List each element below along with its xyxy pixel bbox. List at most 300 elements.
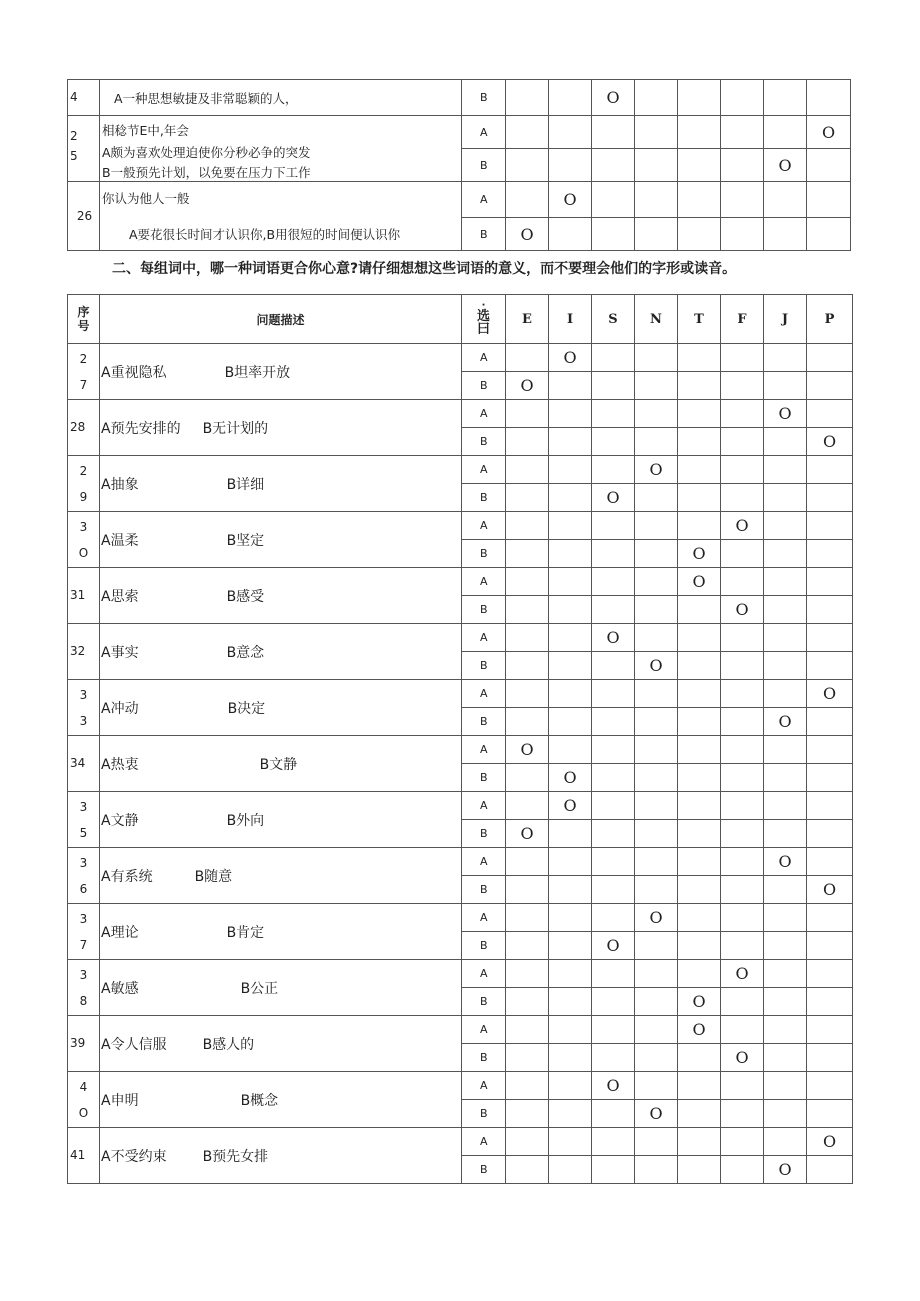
answer-cell-s[interactable] [592,428,635,456]
answer-cell[interactable] [549,218,592,251]
answer-cell[interactable] [506,218,549,251]
answer-cell[interactable] [764,182,807,218]
answer-cell[interactable] [764,149,807,182]
answer-cell-p[interactable] [807,372,853,400]
answer-cell-j[interactable] [764,1100,807,1128]
option-label: A [462,624,506,652]
answer-cell[interactable] [506,149,549,182]
answer-cell-t[interactable] [678,904,721,932]
answer-cell[interactable] [678,182,721,218]
answer-cell-e[interactable] [506,708,549,736]
answer-cell[interactable] [592,218,635,251]
answer-cell-f[interactable] [721,1072,764,1100]
answer-cell-n[interactable] [635,1072,678,1100]
answer-cell-t[interactable] [678,484,721,512]
answer-cell-f[interactable] [721,708,764,736]
answer-cell-t[interactable] [678,428,721,456]
answer-cell-e[interactable] [506,736,549,764]
answer-cell-f[interactable] [721,400,764,428]
answer-cell-n[interactable] [635,1128,678,1156]
answer-cell-s[interactable] [592,372,635,400]
answer-cell-n[interactable] [635,960,678,988]
answer-cell-i[interactable] [549,540,592,568]
answer-cell-n[interactable] [635,596,678,624]
answer-cell-p[interactable] [807,400,853,428]
answer-cell-i[interactable] [549,652,592,680]
answer-cell-e[interactable] [506,652,549,680]
answer-cell-n[interactable] [635,568,678,596]
answer-cell[interactable] [807,182,851,218]
answer-cell[interactable] [592,182,635,218]
answer-cell-j[interactable] [764,484,807,512]
answer-cell-s[interactable] [592,708,635,736]
answer-cell-f[interactable] [721,1016,764,1044]
answer-cell-n[interactable] [635,512,678,540]
answer-cell-f[interactable] [721,988,764,1016]
answer-cell-p[interactable] [807,680,853,708]
answer-cell-e[interactable] [506,680,549,708]
answer-cell-s[interactable] [592,876,635,904]
answer-cell-t[interactable] [678,652,721,680]
answer-cell[interactable] [721,149,764,182]
answer-cell-e[interactable] [506,568,549,596]
answer-cell-n[interactable] [635,904,678,932]
answer-cell-t[interactable] [678,1156,721,1184]
answer-cell-n[interactable] [635,540,678,568]
answer-cell-e[interactable] [506,988,549,1016]
answer-cell[interactable] [678,149,721,182]
answer-cell-f[interactable] [721,932,764,960]
answer-cell-s[interactable] [592,344,635,372]
answer-cell[interactable] [549,149,592,182]
answer-cell-p[interactable] [807,1044,853,1072]
answer-cell[interactable] [764,116,807,149]
answer-cell-n[interactable] [635,792,678,820]
answer-cell[interactable] [678,218,721,251]
answer-cell[interactable] [678,116,721,149]
answer-cell-n[interactable] [635,736,678,764]
answer-cell-s[interactable] [592,1044,635,1072]
answer-cell-e[interactable] [506,904,549,932]
answer-cell-e[interactable] [506,1156,549,1184]
question-number: 26 [68,182,100,251]
answer-cell-s[interactable] [592,624,635,652]
answer-cell-f[interactable] [721,456,764,484]
answer-cell-p[interactable] [807,540,853,568]
answer-cell-j[interactable] [764,428,807,456]
answer-cell[interactable] [807,218,851,251]
answer-cell[interactable] [506,80,549,116]
answer-cell-e[interactable] [506,484,549,512]
answer-cell-f[interactable] [721,1156,764,1184]
answer-cell-p[interactable] [807,1100,853,1128]
answer-cell[interactable] [635,182,678,218]
answer-cell-f[interactable] [721,736,764,764]
answer-cell-n[interactable] [635,400,678,428]
answer-cell[interactable] [635,80,678,116]
answer-cell-e[interactable] [506,512,549,540]
answer-cell-e[interactable] [506,428,549,456]
answer-cell-i[interactable] [549,764,592,792]
answer-cell-p[interactable] [807,1156,853,1184]
answer-cell-p[interactable] [807,344,853,372]
answer-cell-i[interactable] [549,1016,592,1044]
answer-mark: O [649,1104,663,1123]
answer-cell[interactable] [721,218,764,251]
answer-cell-j[interactable] [764,344,807,372]
answer-cell-t[interactable] [678,1072,721,1100]
question-description [100,1072,462,1128]
answer-cell-i[interactable] [549,1072,592,1100]
answer-cell[interactable] [592,149,635,182]
answer-cell-j[interactable] [764,848,807,876]
answer-cell[interactable] [549,116,592,149]
option-a-word: A思索 [101,588,139,605]
answer-cell-t[interactable] [678,960,721,988]
answer-cell-i[interactable] [549,484,592,512]
answer-cell-n[interactable] [635,1100,678,1128]
answer-cell-p[interactable] [807,848,853,876]
answer-cell[interactable] [721,116,764,149]
answer-cell-n[interactable] [635,876,678,904]
answer-cell-t[interactable] [678,344,721,372]
answer-cell-j[interactable] [764,1016,807,1044]
answer-cell[interactable] [506,182,549,218]
answer-cell-p[interactable] [807,428,853,456]
answer-cell-i[interactable] [549,708,592,736]
answer-cell-f[interactable] [721,484,764,512]
answer-cell-n[interactable] [635,428,678,456]
answer-cell-t[interactable] [678,820,721,848]
answer-cell[interactable] [549,182,592,218]
table-row [68,1016,853,1044]
answer-cell-j[interactable] [764,372,807,400]
answer-cell-f[interactable] [721,848,764,876]
answer-cell-j[interactable] [764,568,807,596]
answer-cell-n[interactable] [635,1044,678,1072]
answer-cell-n[interactable] [635,708,678,736]
answer-cell-p[interactable] [807,568,853,596]
option-label: A [462,736,506,764]
answer-cell-p[interactable] [807,1016,853,1044]
answer-cell-f[interactable] [721,1100,764,1128]
answer-cell-i[interactable] [549,932,592,960]
answer-cell-t[interactable] [678,708,721,736]
answer-cell-f[interactable] [721,512,764,540]
answer-cell-j[interactable] [764,540,807,568]
answer-cell-f[interactable] [721,540,764,568]
answer-cell-t[interactable] [678,736,721,764]
answer-cell-e[interactable] [506,456,549,484]
answer-cell-j[interactable] [764,596,807,624]
answer-cell[interactable] [721,182,764,218]
answer-cell-n[interactable] [635,764,678,792]
answer-cell-t[interactable] [678,988,721,1016]
answer-cell-n[interactable] [635,1156,678,1184]
answer-cell[interactable] [678,80,721,116]
table-header-row [68,295,853,344]
answer-cell-n[interactable] [635,932,678,960]
answer-cell-s[interactable] [592,932,635,960]
answer-cell-e[interactable] [506,400,549,428]
answer-cell-j[interactable] [764,876,807,904]
answer-cell-j[interactable] [764,932,807,960]
option-label: B [462,80,506,116]
answer-cell-e[interactable] [506,1016,549,1044]
answer-cell-t[interactable] [678,1016,721,1044]
answer-cell-p[interactable] [807,652,853,680]
question-number: 3 5 [68,792,100,848]
answer-cell-s[interactable] [592,1128,635,1156]
answer-cell-f[interactable] [721,680,764,708]
answer-cell-t[interactable] [678,456,721,484]
answer-cell-s[interactable] [592,736,635,764]
answer-cell-t[interactable] [678,540,721,568]
answer-cell-s[interactable] [592,568,635,596]
answer-cell-j[interactable] [764,512,807,540]
answer-cell-e[interactable] [506,624,549,652]
answer-cell-p[interactable] [807,736,853,764]
answer-cell-i[interactable] [549,680,592,708]
answer-cell-s[interactable] [592,764,635,792]
answer-cell-p[interactable] [807,624,853,652]
answer-cell-i[interactable] [549,512,592,540]
answer-cell-j[interactable] [764,792,807,820]
answer-cell-n[interactable] [635,344,678,372]
answer-cell-i[interactable] [549,344,592,372]
answer-cell-p[interactable] [807,1072,853,1100]
answer-cell-t[interactable] [678,1044,721,1072]
answer-cell-s[interactable] [592,1156,635,1184]
question-description [100,680,462,736]
answer-cell-e[interactable] [506,792,549,820]
answer-cell-t[interactable] [678,400,721,428]
answer-cell-s[interactable] [592,456,635,484]
answer-cell-p[interactable] [807,596,853,624]
answer-cell-s[interactable] [592,596,635,624]
answer-cell[interactable] [635,116,678,149]
answer-cell-e[interactable] [506,1072,549,1100]
answer-cell-p[interactable] [807,456,853,484]
answer-cell-p[interactable] [807,820,853,848]
answer-cell-s[interactable] [592,484,635,512]
answer-cell-i[interactable] [549,820,592,848]
answer-cell-e[interactable] [506,848,549,876]
answer-cell-p[interactable] [807,904,853,932]
answer-cell-n[interactable] [635,820,678,848]
answer-cell-f[interactable] [721,344,764,372]
answer-cell-p[interactable] [807,876,853,904]
answer-cell-i[interactable] [549,1100,592,1128]
answer-cell-p[interactable] [807,708,853,736]
answer-cell-t[interactable] [678,680,721,708]
answer-cell-t[interactable] [678,1128,721,1156]
answer-cell-n[interactable] [635,988,678,1016]
answer-cell-t[interactable] [678,624,721,652]
answer-cell-s[interactable] [592,512,635,540]
answer-cell-e[interactable] [506,764,549,792]
answer-cell-e[interactable] [506,1128,549,1156]
answer-cell-i[interactable] [549,596,592,624]
answer-cell-s[interactable] [592,1100,635,1128]
answer-cell-f[interactable] [721,1044,764,1072]
answer-cell-i[interactable] [549,1044,592,1072]
question-number: 3 6 [68,848,100,904]
answer-cell-p[interactable] [807,764,853,792]
answer-cell-j[interactable] [764,1072,807,1100]
answer-cell[interactable] [807,149,851,182]
answer-cell-s[interactable] [592,848,635,876]
answer-cell-i[interactable] [549,400,592,428]
answer-cell[interactable] [807,116,851,149]
answer-cell-n[interactable] [635,484,678,512]
answer-cell-j[interactable] [764,960,807,988]
answer-cell-i[interactable] [549,428,592,456]
answer-cell-t[interactable] [678,932,721,960]
answer-cell[interactable] [721,80,764,116]
answer-cell[interactable] [635,149,678,182]
answer-cell-e[interactable] [506,344,549,372]
answer-cell-s[interactable] [592,820,635,848]
answer-cell-n[interactable] [635,848,678,876]
answer-cell[interactable] [506,116,549,149]
answer-cell-s[interactable] [592,792,635,820]
answer-cell-i[interactable] [549,456,592,484]
answer-cell-i[interactable] [549,568,592,596]
answer-cell-j[interactable] [764,456,807,484]
answer-mark: O [692,1020,706,1039]
answer-cell-j[interactable] [764,988,807,1016]
answer-cell-e[interactable] [506,1044,549,1072]
answer-cell-p[interactable] [807,960,853,988]
answer-cell-f[interactable] [721,624,764,652]
answer-cell[interactable] [807,80,851,116]
answer-cell-i[interactable] [549,988,592,1016]
answer-cell-f[interactable] [721,596,764,624]
answer-cell-s[interactable] [592,540,635,568]
answer-cell-s[interactable] [592,400,635,428]
answer-cell[interactable] [592,116,635,149]
answer-cell-f[interactable] [721,960,764,988]
answer-cell-j[interactable] [764,1044,807,1072]
answer-cell-e[interactable] [506,876,549,904]
answer-cell-s[interactable] [592,652,635,680]
answer-cell-i[interactable] [549,876,592,904]
answer-cell-f[interactable] [721,372,764,400]
answer-cell-p[interactable] [807,792,853,820]
answer-cell-s[interactable] [592,960,635,988]
answer-cell-f[interactable] [721,820,764,848]
answer-cell-i[interactable] [549,736,592,764]
question-description [100,400,462,456]
answer-cell-s[interactable] [592,680,635,708]
answer-cell-p[interactable] [807,512,853,540]
answer-cell-e[interactable] [506,960,549,988]
answer-cell-p[interactable] [807,1128,853,1156]
answer-cell[interactable] [764,218,807,251]
answer-cell-j[interactable] [764,764,807,792]
answer-cell-j[interactable] [764,400,807,428]
answer-cell-i[interactable] [549,848,592,876]
answer-cell-f[interactable] [721,1128,764,1156]
answer-cell-t[interactable] [678,876,721,904]
answer-cell-n[interactable] [635,624,678,652]
answer-cell-s[interactable] [592,1016,635,1044]
answer-cell-j[interactable] [764,1128,807,1156]
answer-cell-j[interactable] [764,820,807,848]
answer-cell-t[interactable] [678,512,721,540]
option-a-word: A理论 [101,924,139,941]
answer-cell-t[interactable] [678,1100,721,1128]
answer-cell-i[interactable] [549,1128,592,1156]
answer-cell-i[interactable] [549,1156,592,1184]
answer-cell-t[interactable] [678,764,721,792]
answer-cell-f[interactable] [721,568,764,596]
answer-cell-e[interactable] [506,820,549,848]
answer-cell-n[interactable] [635,652,678,680]
question-number: 28 [68,400,100,456]
answer-cell-i[interactable] [549,792,592,820]
answer-cell-t[interactable] [678,848,721,876]
answer-cell-i[interactable] [549,960,592,988]
answer-cell-e[interactable] [506,372,549,400]
answer-cell-t[interactable] [678,596,721,624]
answer-cell[interactable] [635,218,678,251]
answer-cell[interactable] [549,80,592,116]
answer-cell-s[interactable] [592,988,635,1016]
answer-cell-j[interactable] [764,904,807,932]
answer-cell-n[interactable] [635,1016,678,1044]
answer-cell-n[interactable] [635,456,678,484]
answer-cell-j[interactable] [764,680,807,708]
answer-cell-e[interactable] [506,1100,549,1128]
answer-cell-t[interactable] [678,372,721,400]
answer-cell-i[interactable] [549,624,592,652]
answer-cell-e[interactable] [506,596,549,624]
answer-cell-f[interactable] [721,652,764,680]
answer-cell-f[interactable] [721,876,764,904]
answer-cell[interactable] [592,80,635,116]
question-number: 3 8 [68,960,100,1016]
question-description [100,456,462,512]
answer-cell-j[interactable] [764,1156,807,1184]
answer-cell-f[interactable] [721,904,764,932]
answer-cell-i[interactable] [549,904,592,932]
answer-cell-j[interactable] [764,708,807,736]
answer-cell-j[interactable] [764,624,807,652]
answer-cell-p[interactable] [807,932,853,960]
answer-cell-f[interactable] [721,792,764,820]
answer-cell-f[interactable] [721,764,764,792]
answer-cell-p[interactable] [807,484,853,512]
answer-cell-s[interactable] [592,904,635,932]
answer-cell-e[interactable] [506,932,549,960]
answer-cell-s[interactable] [592,1072,635,1100]
answer-cell-f[interactable] [721,428,764,456]
answer-cell-j[interactable] [764,736,807,764]
answer-mark: O [778,712,792,731]
answer-cell-i[interactable] [549,372,592,400]
answer-cell-n[interactable] [635,372,678,400]
answer-cell-e[interactable] [506,540,549,568]
answer-cell-p[interactable] [807,988,853,1016]
answer-cell-j[interactable] [764,652,807,680]
word-pair-question-table [67,294,853,1184]
answer-cell-t[interactable] [678,568,721,596]
answer-cell[interactable] [764,80,807,116]
answer-cell-t[interactable] [678,792,721,820]
answer-cell-n[interactable] [635,680,678,708]
